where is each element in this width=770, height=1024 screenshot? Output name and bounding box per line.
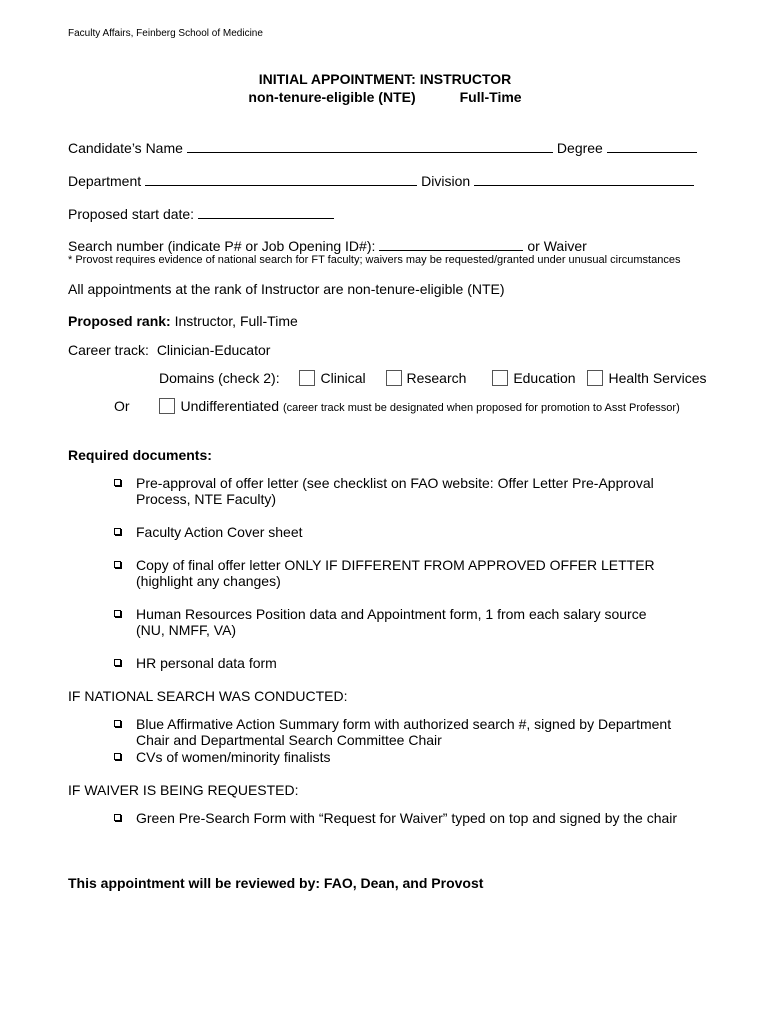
list-item-text: Faculty Action Cover sheet (136, 524, 303, 540)
education-checkbox[interactable] (492, 370, 508, 386)
checkbox-bullet-icon (114, 814, 121, 821)
checkbox-bullet-icon (114, 610, 121, 617)
organization-header: Faculty Affairs, Feinberg School of Medicine (68, 28, 263, 39)
domain-label-education: Education (513, 370, 576, 386)
list-item-text: Copy of final offer letter ONLY IF DIFFERENT FROM APPROVED OFFER LETTER (highlight any changes) (136, 557, 655, 589)
national-search-heading: IF NATIONAL SEARCH WAS CONDUCTED: (68, 688, 348, 704)
start-date-label: Proposed start date: (68, 206, 195, 222)
start-date-row (68, 205, 338, 222)
checkbox-bullet-icon (114, 753, 121, 760)
form-subtitle (0, 89, 770, 105)
career-track-value: Clinician-Educator (156, 342, 271, 358)
department-field[interactable] (145, 172, 417, 186)
list-item (114, 716, 674, 748)
department-label: Department (68, 173, 142, 189)
rank-row (68, 313, 298, 329)
or-label: Or (114, 398, 130, 414)
search-number-label: Search number (indicate P# or Job Opening ID#): (68, 238, 376, 254)
review-statement: This appointment will be reviewed by: FAO, Dean, and Provost (68, 875, 484, 891)
undifferentiated-note: (career track must be designated when proposed for promotion to Asst Professor) (282, 402, 680, 414)
waiver-label: or Waiver (527, 238, 587, 254)
checkbox-bullet-icon (114, 561, 121, 568)
candidate-row (68, 139, 697, 156)
nte-statement: All appointments at the rank of Instructor are non-tenure-eligible (NTE) (68, 281, 505, 297)
undifferentiated-checkbox[interactable] (159, 398, 175, 414)
department-row (68, 172, 694, 189)
list-item (114, 557, 674, 589)
search-note: * Provost requires evidence of national search for FT faculty; waivers may be requested/granted under unusual circumstances (68, 254, 681, 266)
checkbox-bullet-icon (114, 720, 121, 727)
subtitle-tenure: non-tenure-eligible (NTE) (248, 89, 416, 105)
list-item (114, 606, 674, 638)
undifferentiated-option[interactable] (159, 398, 279, 414)
list-item (114, 475, 674, 507)
required-documents-heading: Required documents: (68, 447, 212, 463)
checkbox-bullet-icon (114, 659, 121, 666)
domain-label-research: Research (406, 370, 467, 386)
domain-option-health-services[interactable] (587, 370, 706, 386)
waiver-heading: IF WAIVER IS BEING REQUESTED: (68, 782, 299, 798)
research-checkbox[interactable] (386, 370, 402, 386)
career-track-label: Career track: (68, 342, 149, 358)
list-item (114, 524, 674, 540)
domains-row (159, 370, 707, 386)
search-row (68, 237, 587, 254)
domain-option-research[interactable] (386, 370, 467, 386)
domain-option-clinical[interactable] (299, 370, 365, 386)
list-item-text: HR personal data form (136, 655, 277, 671)
form-title: INITIAL APPOINTMENT: INSTRUCTOR (258, 71, 512, 87)
degree-field[interactable] (607, 139, 697, 153)
rank-label: Proposed rank: (68, 313, 171, 329)
degree-label: Degree (556, 140, 603, 156)
list-item-text: Green Pre-Search Form with “Request for Waiver” typed on top and signed by the chair (136, 810, 678, 826)
list-item-text: Blue Affirmative Action Summary form with authorized search #, signed by Department Chair and Departmental Search Committee Chair (136, 716, 672, 748)
domain-option-education[interactable] (492, 370, 575, 386)
undifferentiated-row (114, 398, 680, 414)
list-item-text: Human Resources Position data and Appointment form, 1 from each salary source (NU, NMFF, VA) (136, 606, 647, 638)
division-field[interactable] (474, 172, 694, 186)
candidate-name-label: Candidate’s Name (68, 140, 183, 156)
list-item (114, 655, 674, 671)
domain-label-clinical: Clinical (320, 370, 366, 386)
checkbox-bullet-icon (114, 479, 121, 486)
clinical-checkbox[interactable] (299, 370, 315, 386)
health-services-checkbox[interactable] (587, 370, 603, 386)
division-label: Division (421, 173, 471, 189)
undifferentiated-label: Undifferentiated (180, 398, 280, 414)
domain-label-health-services: Health Services (608, 370, 707, 386)
career-track-row (68, 342, 270, 358)
rank-value: Instructor, Full-Time (174, 313, 298, 329)
list-item-text: Pre-approval of offer letter (see checklist on FAO website: Offer Letter Pre-Approval Process, NTE Faculty) (136, 475, 654, 507)
candidate-name-field[interactable] (187, 139, 553, 153)
list-item (114, 810, 714, 826)
search-number-field[interactable] (379, 237, 523, 251)
start-date-field[interactable] (198, 205, 334, 219)
list-item (114, 749, 674, 765)
domains-label: Domains (check 2): (159, 370, 280, 386)
checkbox-bullet-icon (114, 528, 121, 535)
list-item-text: CVs of women/minority finalists (136, 749, 331, 765)
subtitle-fulltime: Full-Time (459, 89, 522, 105)
